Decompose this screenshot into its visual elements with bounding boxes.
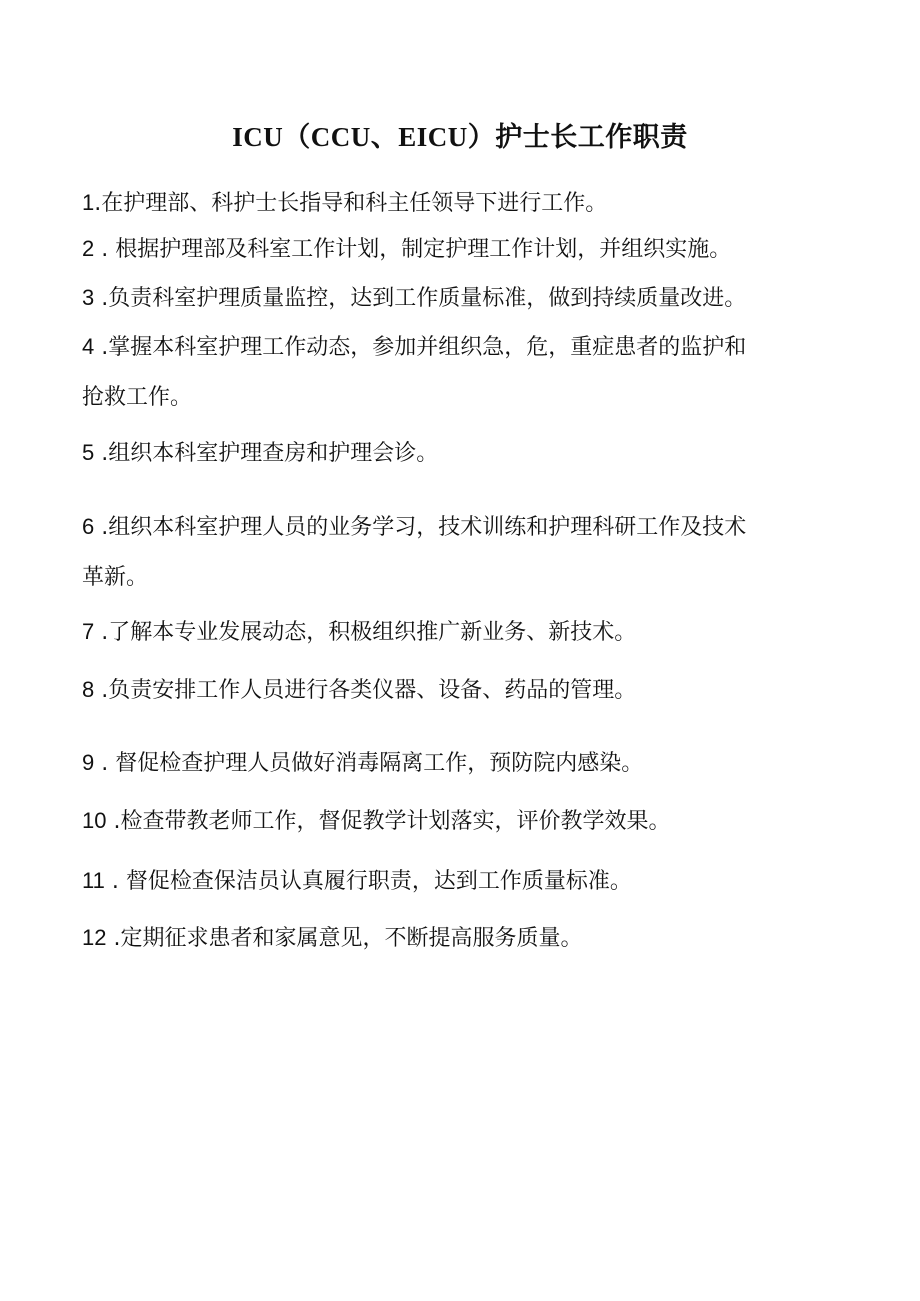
item-number: 1 bbox=[82, 190, 95, 215]
item-text: . 督促检查护理人员做好消毒隔离工作，预防院内感染。 bbox=[94, 751, 644, 776]
duty-item-4 bbox=[82, 322, 842, 423]
item-number: 10 bbox=[82, 808, 107, 833]
item-text: .检查带教老师工作，督促教学计划落实，评价教学效果。 bbox=[106, 809, 671, 834]
item-text: .负责安排工作人员进行各类仪器、设备、药品的管理。 bbox=[94, 678, 637, 703]
item-number: 7 bbox=[82, 619, 95, 644]
item-text: .组织本科室护理查房和护理会诊。 bbox=[94, 441, 439, 466]
item-number: 4 bbox=[82, 334, 95, 359]
item-number: 12 bbox=[82, 925, 107, 950]
item-number: 3 bbox=[82, 285, 95, 310]
item-text-continuation: 革新。 bbox=[82, 565, 149, 590]
item-text: .组织本科室护理人员的业务学习，技术训练和护理科研工作及技术 bbox=[94, 515, 747, 540]
item-number: 8 bbox=[82, 677, 95, 702]
item-text: .定期征求患者和家属意见，不断提高服务质量。 bbox=[106, 926, 583, 951]
item-text: .负责科室护理质量监控，达到工作质量标准，做到持续质量改进。 bbox=[94, 286, 747, 311]
duty-item-8 bbox=[82, 665, 842, 716]
duty-item-7 bbox=[82, 607, 842, 658]
duty-item-2 bbox=[82, 224, 842, 275]
item-number: 9 bbox=[82, 750, 95, 775]
item-text: . 根据护理部及科室工作计划，制定护理工作计划，并组织实施。 bbox=[94, 237, 732, 262]
duty-item-3 bbox=[82, 273, 842, 324]
item-text-continuation: 抢救工作。 bbox=[82, 385, 193, 410]
duty-item-12 bbox=[82, 913, 842, 964]
item-text: .了解本专业发展动态，积极组织推广新业务、新技术。 bbox=[94, 620, 637, 645]
duty-item-6 bbox=[82, 502, 842, 603]
item-text: .掌握本科室护理工作动态，参加并组织急，危，重症患者的监护和 bbox=[94, 335, 747, 360]
duty-item-11 bbox=[82, 856, 842, 907]
item-number: 5 bbox=[82, 440, 95, 465]
item-number: 6 bbox=[82, 514, 95, 539]
duty-item-5 bbox=[82, 428, 842, 479]
item-number: 11 bbox=[82, 868, 105, 893]
item-text: .在护理部、科护士长指导和科主任领导下进行工作。 bbox=[94, 191, 608, 216]
duty-item-9 bbox=[82, 738, 842, 789]
item-number: 2 bbox=[82, 236, 95, 261]
duty-item-1 bbox=[82, 178, 842, 229]
document-title: ICU（CCU、EICU）护士长工作职责 bbox=[232, 122, 688, 152]
item-text: . 督促检查保洁员认真履行职责，达到工作质量标准。 bbox=[104, 869, 632, 894]
duty-item-10 bbox=[82, 796, 842, 847]
